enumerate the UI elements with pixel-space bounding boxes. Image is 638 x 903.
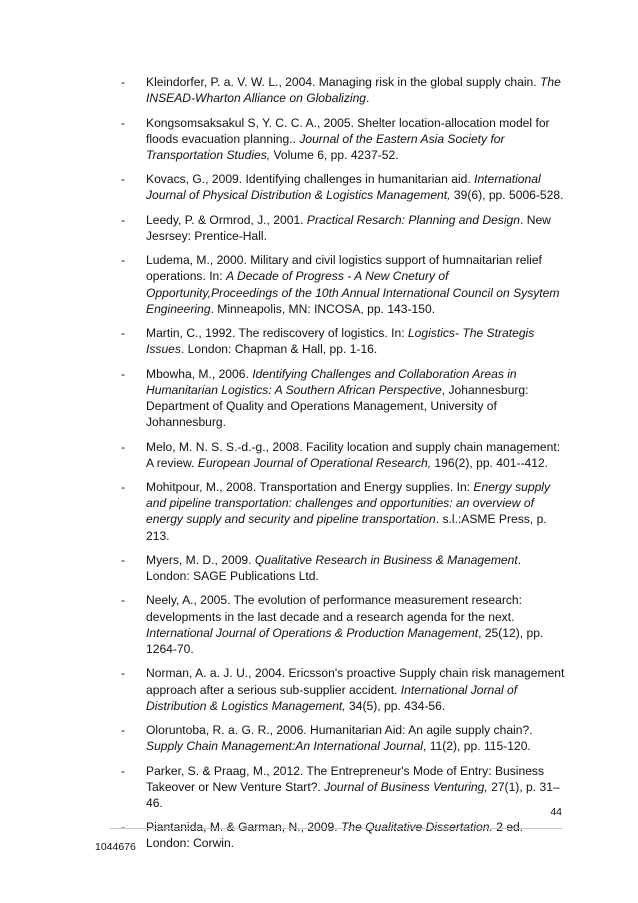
reference-segment: , 25(12), pp. 1264-70. — [146, 625, 544, 657]
reference-title: Energy supply and pipeline transportation: challenges and opportunities: an overview of energy supply and security and pipeline transportation — [146, 480, 551, 527]
reference-entry — [121, 366, 566, 431]
reference-text — [146, 440, 560, 470]
reference-title: International Journal of Operations & Production Management — [146, 625, 479, 640]
reference-segment: Mohitpour, M., 2008. Transportation and Energy supplies. In: — [146, 480, 474, 495]
reference-title: The Qualitative Dissertation. — [340, 820, 493, 835]
reference-segment: . London: Chapman & Hall, pp. 1-16. — [180, 342, 378, 357]
reference-list — [121, 74, 566, 860]
reference-segment: Leedy, P. & Ormrod, J., 2001. — [146, 212, 307, 227]
reference-title: Practical Resarch: Planning and Design — [306, 212, 520, 227]
list-bullet: - — [121, 480, 126, 495]
reference-segment: . Minneapolis, MN: INCOSA, pp. 143-150. — [210, 301, 436, 316]
reference-entry — [121, 74, 566, 106]
reference-segment: Neely, A., 2005. The evolution of performance measurement research: developments in the last decade and a research agenda for the next. — [146, 593, 523, 624]
reference-title: The INSEAD-Wharton Alliance on Globalizing — [146, 75, 561, 106]
reference-entry — [121, 325, 566, 357]
reference-segment: . New Jesrsey: Prentice-Hall. — [146, 212, 551, 243]
reference-title: Identifying Challenges and Collaboration Areas in Humanitarian Logistics: A Southern African Perspective — [146, 366, 517, 397]
reference-segment: 2 ed. London: Corwin. — [146, 820, 524, 851]
list-bullet: - — [121, 552, 126, 567]
reference-segment: Oloruntoba, R. a. G. R., 2006. Humanitarian Aid: An agile supply chain?. — [146, 723, 533, 738]
reference-segment: Kovacs, G., 2009. Identifying challenges in humanitarian aid. — [146, 172, 475, 187]
reference-entry — [121, 592, 566, 657]
reference-text — [146, 116, 550, 162]
reference-title: Logistics- The Strategis Issues — [146, 326, 535, 357]
document-id: 1044676 — [95, 841, 136, 853]
reference-segment: 39(6), pp. 5006-528. — [450, 188, 564, 203]
reference-segment: . — [366, 91, 370, 106]
reference-text — [146, 723, 533, 753]
reference-segment: Ludema, M., 2000. Military and civil logistics support of humnaitarian relief operations. In: — [146, 253, 542, 284]
list-bullet: - — [121, 326, 126, 341]
list-bullet: - — [121, 666, 126, 681]
reference-entry — [121, 439, 566, 471]
page-number: 44 — [550, 806, 562, 818]
reference-title: Supply Chain Management:An International Journal — [146, 739, 423, 754]
list-bullet: - — [121, 212, 126, 227]
reference-title: European Journal of Operational Research, — [197, 455, 432, 470]
reference-segment: Kongsomsaksakul S, Y. C. C. A., 2005. Shelter location-allocation model for floods evacuation planning.. — [146, 115, 550, 146]
reference-segment: 34(5), pp. 434-56. — [345, 698, 446, 713]
reference-title: A Decade of Progress - A New Cnetury of Opportunity,Proceedings of the 10th Annual International Council on Sysytem Engineering — [146, 269, 560, 316]
reference-text — [146, 666, 564, 712]
reference-segment: 196(2), pp. 401--412. — [431, 455, 549, 470]
list-bullet: - — [121, 253, 126, 268]
reference-title: Qualitative Research in Business & Management — [254, 552, 518, 567]
reference-text — [146, 75, 561, 105]
reference-entry — [121, 552, 566, 584]
reference-entry — [121, 819, 566, 851]
reference-segment: Parker, S. & Praag, M., 2012. The Entrepreneur's Mode of Entry: Business Takeover or New Venture Start?. — [146, 763, 545, 794]
reference-segment: . London: SAGE Publications Ltd. — [146, 552, 522, 584]
reference-entry — [121, 722, 566, 754]
list-bullet: - — [121, 593, 126, 608]
reference-segment: Melo, M. N. S. S.-d.-g., 2008. Facility location and supply chain management: A review. — [146, 439, 561, 470]
reference-entry — [121, 115, 566, 164]
reference-segment: , 11(2), pp. 115-120. — [423, 739, 531, 754]
list-bullet: - — [121, 763, 126, 778]
reference-title: International Journal of Physical Distribution & Logistics Management, — [146, 172, 541, 203]
reference-segment: Norman, A. a. J. U., 2004. Ericsson's proactive Supply chain risk management approach after a serious sub-supplier accident. — [146, 666, 565, 697]
reference-entry — [121, 212, 566, 244]
reference-entry — [121, 665, 566, 714]
list-bullet: - — [121, 723, 126, 738]
reference-segment: Piantanida, M. & Garman, N., 2009. — [146, 820, 341, 835]
reference-text — [146, 367, 529, 430]
reference-entry — [121, 763, 566, 812]
list-bullet: - — [121, 439, 126, 454]
reference-segment: . s.l.:ASME Press, p. 213. — [146, 512, 547, 543]
reference-segment: Kleindorfer, P. a. V. W. L., 2004. Managing risk in the global supply chain. — [146, 75, 540, 89]
reference-segment: 27(1), p. 31–46. — [146, 779, 560, 810]
reference-text — [146, 213, 551, 243]
reference-title: Journal of the Eastern Asia Society for Transportation Studies, — [146, 131, 505, 162]
list-bullet: - — [121, 172, 126, 187]
list-bullet: - — [121, 820, 126, 835]
reference-text — [146, 172, 563, 202]
reference-text — [146, 253, 559, 316]
reference-title: International Jornal of Distribution & Logistics Management, — [146, 682, 518, 713]
reference-entry — [121, 252, 566, 317]
reference-entry — [121, 171, 566, 203]
reference-segment: Martin, C., 1992. The rediscovery of logistics. In: — [146, 326, 408, 341]
reference-segment: , Johannesburg: Department of Quality and Operations Management, University of Johannesburg. — [146, 382, 529, 430]
reference-text — [146, 764, 560, 810]
list-bullet: - — [121, 115, 126, 130]
reference-title: Journal of Business Venturing, — [324, 779, 488, 794]
reference-text — [146, 553, 521, 583]
reference-text — [146, 593, 543, 656]
reference-segment: Mbowha, M., 2006. — [146, 366, 253, 381]
footer-divider — [110, 828, 562, 829]
reference-text — [146, 480, 550, 543]
reference-text — [146, 326, 534, 356]
list-bullet: - — [121, 366, 126, 381]
reference-segment: Myers, M. D., 2009. — [146, 552, 255, 567]
reference-segment: Volume 6, pp. 4237-52. — [270, 147, 399, 162]
reference-text — [146, 820, 523, 850]
reference-entry — [121, 479, 566, 544]
list-bullet: - — [121, 75, 126, 89]
